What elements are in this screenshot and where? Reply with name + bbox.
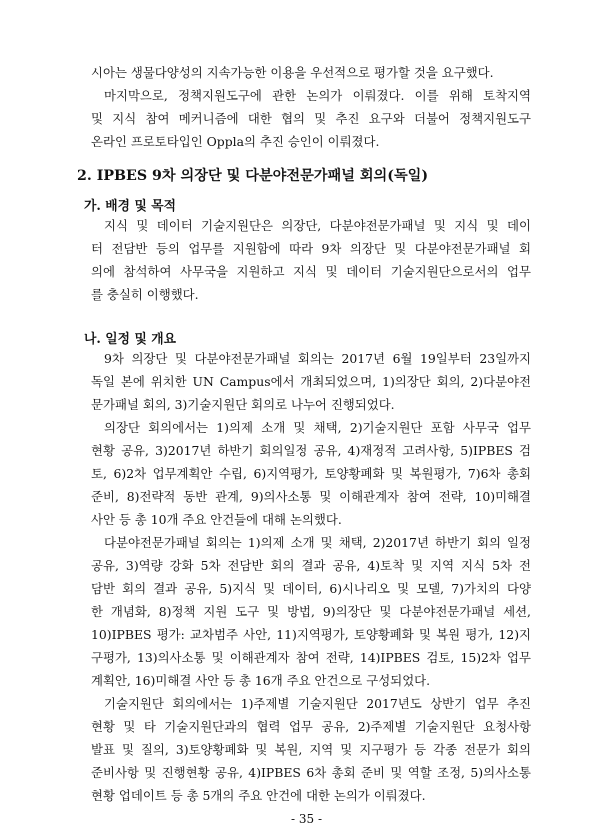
text-line: 기술지원단 회의에서는 1)주제별 기술지원단 2017년도 상반기 업무 추진 [104,696,531,711]
text-line: 준비사항 및 진행현황 공유, 4)IPBES 6차 총회 준비 및 역할 조정, 5)의사소통 [91,765,531,780]
text-line: 시아는 생물다양성의 지속가능한 이용을 우선적으로 평가할 것을 요구했다. [91,65,494,80]
text-line: 터 전담반 등의 업무를 지원함에 따라 9차 의장단 및 다분야전문가패널 회 [91,241,531,256]
text-line: 현황 공유, 3)2017년 하반기 회의일정 공유, 4)재정적 고려사항, 5)IPBES 검 [91,443,531,458]
text-line: 현황 업데이트 등 총 5개의 주요 안건에 대한 논의가 이뤄졌다. [91,788,426,803]
section-heading: 2. IPBES 9차 의장단 및 다분야전문가패널 회의(독일) [77,168,429,184]
text-line: 사안 등 총 10개 주요 안건들에 대해 논의했다. [91,512,342,527]
text-line: 담반 회의 결과 공유, 5)지식 및 데이터, 6)시나리오 및 모델, 7)가치의 다양 [91,581,531,596]
text-line: 를 충실히 이행했다. [91,287,199,302]
text-line: 준비, 8)전략적 동반 관계, 9)의사소통 및 이해관계자 참여 전략, 10)미해결 [91,489,531,504]
text-line: 다분야전문가패널 회의는 1)의제 소개 및 채택, 2)2017년 하반기 회의 일정 [104,535,531,550]
text-line: 의장단 회의에서는 1)의제 소개 및 채택, 2)기술지원단 포함 사무국 업무 [104,420,531,435]
text-line: 마지막으로, 정책지원도구에 관한 논의가 이뤄졌다. 이를 위해 토착지역 [104,88,531,103]
text-line: 문가패널 회의, 3)기술지원단 회의로 나누어 진행되었다. [91,397,395,412]
text-line: 9차 의장단 및 다분야전문가패널 회의는 2017년 6월 19일부터 23일까지 [104,351,531,366]
text-line: 지식 및 데이터 기술지원단은 의장단, 다분야전문가패널 및 지식 및 데이 [104,218,531,233]
text-line: 및 지식 참여 메커니즘에 대한 협의 및 추진 요구와 더불어 정책지원도구 [91,111,531,126]
text-line: 공유, 3)역량 강화 5차 전담반 회의 결과 공유, 4)토착 및 지역 지식 5차 전 [91,558,531,573]
page-number: - 35 - [290,812,322,826]
text-line: 계획안, 16)미해결 사안 등 총 16개 주요 안건으로 구성되었다. [91,673,431,688]
text-line: 발표 및 질의, 3)토양황폐화 및 복원, 지역 및 지구평가 등 각종 전문가 회의 [91,742,531,757]
subsection-heading: 나. 일정 및 개요 [84,332,176,347]
text-line: 의에 참석하여 사무국을 지원하고 지식 및 데이터 기술지원단으로서의 업무 [91,264,531,279]
text-line: 토, 6)2차 업무계획안 수립, 6)지역평가, 토양황폐화 및 복원평가, 7)6차 총회 [91,466,531,481]
text-line: 현황 및 타 기술지원단과의 협력 업무 공유, 2)주제별 기술지원단 요청사항 [91,719,531,734]
text-line: 한 개념화, 8)정책 지원 도구 및 방법, 9)의장단 및 다분야전문가패널 세션, [91,604,531,619]
subsection-heading: 가. 배경 및 목적 [84,199,176,214]
text-line: 구평가, 13)의사소통 및 이해관계자 참여 전략, 14)IPBES 검토, 15)2차 업무 [91,650,531,665]
text-line: 온라인 프로토타입인 Oppla의 추진 승인이 이뤄졌다. [91,134,380,149]
text-line: 독일 본에 위치한 UN Campus에서 개최되었으며, 1)의장단 회의, 2)다분야전 [91,374,531,389]
text-line: 10)IPBES 평가: 교차범주 사안, 11)지역평가, 토양황폐화 및 복원 평가, 12)지 [91,627,531,642]
